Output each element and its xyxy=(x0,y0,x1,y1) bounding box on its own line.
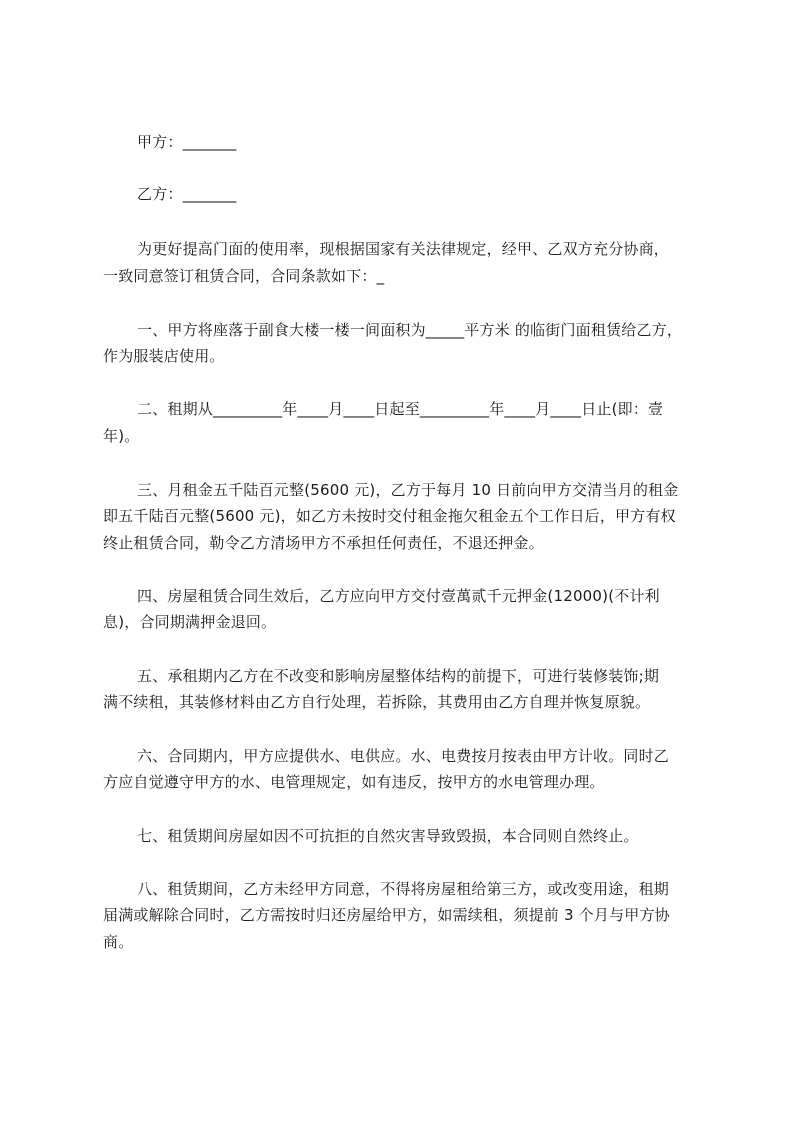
clause-6-line-2: 方应自觉遵守甲方的水、电管理规定，如有违反，按甲方的水电管理办理。 xyxy=(103,773,605,791)
intro-line-1: 为更好提高门面的使用率，现根据国家有关法律规定，经甲、乙双方充分协商， xyxy=(137,240,670,258)
clause-8-line-2: 届满或解除合同时，乙方需按时归还房屋给甲方，如需续租，须提前 3 个月与甲方协 xyxy=(103,906,670,924)
clause-3-line-3: 终止租赁合同，勒令乙方清场甲方不承担任何责任，不退还押金。 xyxy=(103,534,544,552)
clause-8-line-1: 八、租赁期间，乙方未经甲方同意，不得将房屋租给第三方，或改变用途，租期 xyxy=(137,880,670,898)
clause-7-line-1: 七、租赁期间房屋如因不可抗拒的自然灾害导致毁损，本合同则自然终止。 xyxy=(137,827,639,845)
clause-6-line-1: 六、合同期内，甲方应提供水、电供应。水、电费按月按表由甲方计收。同时乙 xyxy=(137,747,670,765)
intro-line-2: 一致同意签订租赁合同，合同条款如下：_ xyxy=(103,267,385,285)
clause-8-line-3: 商。 xyxy=(103,933,134,951)
party-a-line: 甲方：_______ xyxy=(137,133,237,151)
clause-2-line-2: 年)。 xyxy=(103,427,140,445)
party-b-line: 乙方：_______ xyxy=(137,185,237,203)
clause-4-line-2: 息)，合同期满押金退回。 xyxy=(103,613,277,631)
clause-2-line-1: 二、租期从_________年____月____日起至_________年____月____日止(即：壹 xyxy=(137,400,664,418)
clause-5-line-1: 五、承租期内乙方在不改变和影响房屋整体结构的前提下，可进行装修装饰;期 xyxy=(137,667,660,685)
clause-3-line-1: 三、月租金五千陆百元整(5600 元)，乙方于每月 10 日前向甲方交清当月的租金 xyxy=(137,481,679,499)
clause-3-line-2: 即五千陆百元整(5600 元)，如乙方未按时交付租金拖欠租金五个工作日后，甲方有权 xyxy=(103,507,676,525)
clause-5-line-2: 满不续租，其装修材料由乙方自行处理，若拆除，其费用由乙方自理并恢复原貌。 xyxy=(103,693,651,711)
clause-1-line-1: 一、甲方将座落于副食大楼一楼一间面积为_____平方米 的临街门面租赁给乙方， xyxy=(137,321,683,339)
clause-1-line-2: 作为服装店使用。 xyxy=(103,347,225,365)
clause-4-line-1: 四、房屋租赁合同生效后，乙方应向甲方交付壹萬贰千元押金(12000)(不计利 xyxy=(137,587,660,605)
